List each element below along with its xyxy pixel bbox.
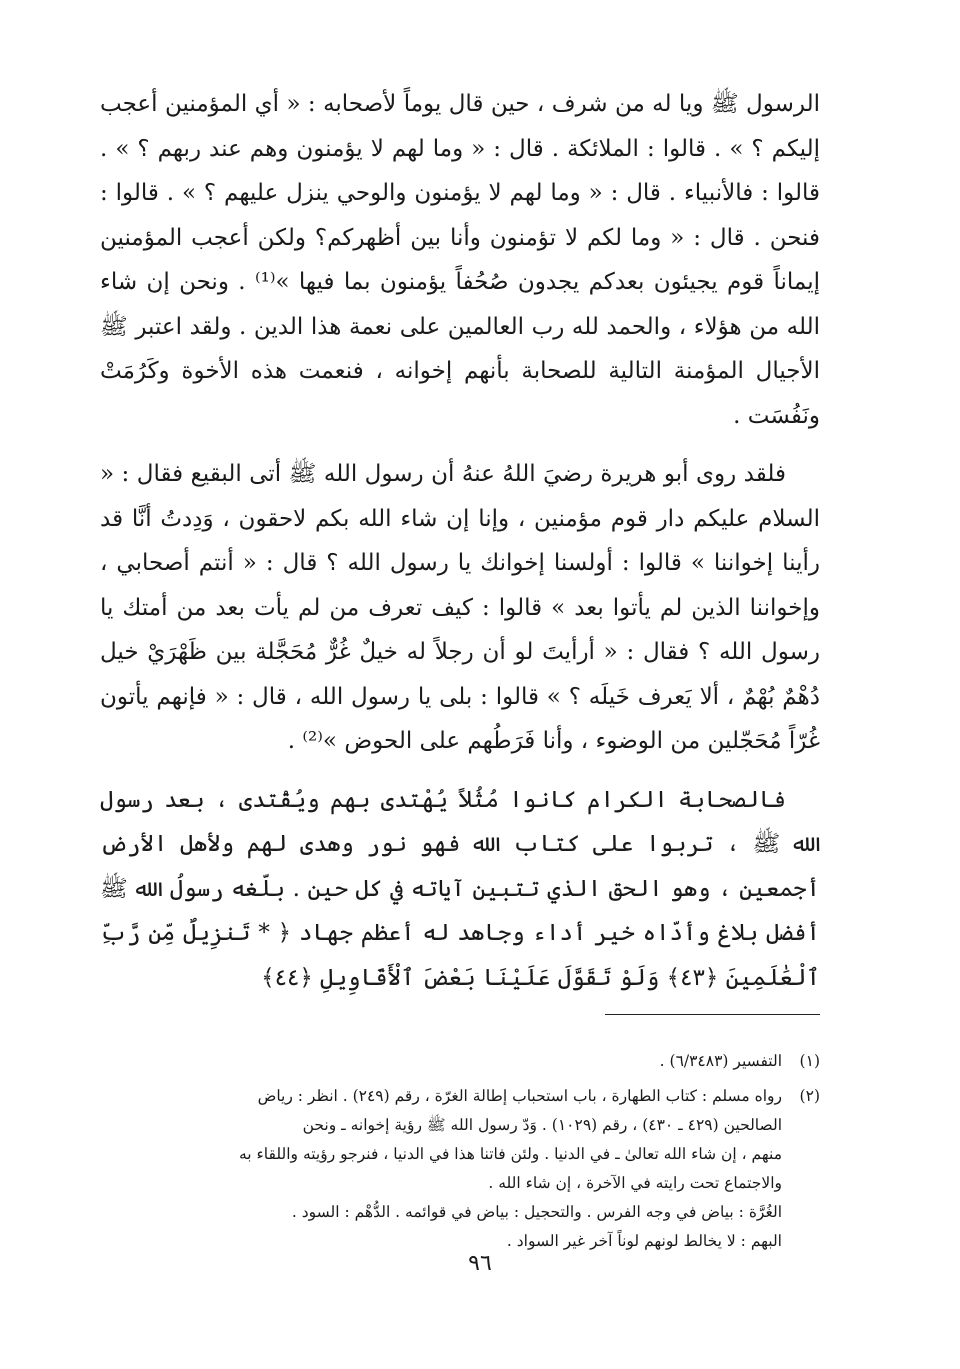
footnote-number: (١) bbox=[799, 1052, 820, 1070]
footnote-divider bbox=[605, 1014, 820, 1015]
footnote-line: رواه مسلم : كتاب الطهارة ، باب استحباب إطالة الغرّة ، رقم (٢٤٩) . انظر : رياض bbox=[257, 1087, 782, 1105]
footnote-line: الغُرَّة : بياض في وجه الفرس . والتحجيل : بياض في قوائمه . الدُّهْم : السود . bbox=[291, 1203, 782, 1221]
footnote-line: منهم ، إن شاء الله تعالىٰ ـ في الدنيا . ولئن فاتنا هذا في الدنيا ، فنرجو رؤيته واللقاء به bbox=[238, 1145, 782, 1163]
footnote-text bbox=[100, 1047, 782, 1076]
footnote-1 bbox=[100, 1047, 820, 1076]
paragraph-2: فلقد روى أبو هريرة رضيَ اللهُ عنهُ أن رسول الله ﷺ أتى البقيع فقال : « السلام عليكم دار قوم مؤمنين ، وإنا إن شاء الله بكم لاحقون ، وَدِدتُ أنَّا قد رأينا إخواننا » قالوا : أولسنا إخوانك يا رسول الله ؟ قال : « أنتم أصحابي ، وإخواننا الذين لم يأتوا بعد » قالوا : كيف تعرف من لم يأت بعد من أمتك يا رسول الله ؟ فقال : « أرأيتَ لو أن رجلاً له خيلٌ غُرٌّ مُحَجَّلة بين ظَهْرَيْ خيل دُهْمٌ بُهْمٌ ، ألا يَعرف خَيلَه ؟ » قالوا : بلى يا رسول الله ، قال : « فإنهم يأتون غُرّاً مُحَجّلين من الوضوء ، وأنا فَرَطُهم على الحوض »⁽²⁾ . bbox=[100, 461, 820, 754]
book-page bbox=[100, 82, 820, 1262]
footnote-line: البهم : لا يخالط لونهم لوناً آخر غير السواد . bbox=[506, 1232, 782, 1250]
main-text bbox=[100, 82, 820, 1000]
paragraph-1: الرسول ﷺ ويا له من شرف ، حين قال يوماً لأصحابه : « أي المؤمنين أعجب إليكم ؟ » . قالوا : الملائكة . قال : « وما لهم لا يؤمنون وهم عند ربهم ؟ » . قالوا : فالأنبياء . قال : « وما لهم لا يؤمنون والوحي ينزل عليهم ؟ » . قالوا : فنحن . قال : « وما لكم لا تؤمنون وأنا بين أظهركم؟ ولكن أعجب المؤمنين إيماناً قوم يجيئون بعدكم يجدون صُحُفاً يؤمنون بما فيها »⁽¹⁾ . ونحن إن شاء الله من هؤلاء ، والحمد لله رب العالمين على نعمة هذا الدين . ولقد اعتبر ﷺ الأجيال المؤمنة التالية للصحابة بأنهم إخوانه ، فنعمت هذه الأخوة وكَرُمَتْ ونَفُسَت . bbox=[100, 91, 820, 429]
footnote-line: الصالحين (٤٢٩ ـ ٤٣٠) ، رقم (١٠٢٩) . وَدّ رسول الله ﷺ رؤية إخوانه ـ ونحن bbox=[302, 1116, 782, 1134]
footnote-2 bbox=[100, 1082, 820, 1256]
footnotes bbox=[100, 1047, 820, 1256]
footnote-line: التفسير (٦/٣٤٨٣) . bbox=[659, 1052, 782, 1070]
paragraph-3: فالصحابة الكرام كانوا مُثُلاً يُهْتدى بهم ويُقْتدى ، بعد رسول الله ﷺ ، تربوا على كتاب الله فهو نور وهدى لهم ولأهل الأرض أجمعين ، وهو الحق الذي تتبين آياته في كل حين . بلّغه رسولُ الله ﷺ أفضل بلاغ وأدّاه خير أداء وجاهد له أعظم جهاد ﴿ * تَنزِيلٌ مِّن رَّبِّ ٱلْعَٰلَمِينَ ﴿٤٣﴾ وَلَوْ تَقَوَّلَ عَلَيْنَا بَعْضَ ٱلْأَقَاوِيلِ ﴿٤٤﴾ bbox=[100, 786, 820, 991]
footnote-number: (٢) bbox=[799, 1087, 820, 1105]
footnote-line: والاجتماع تحت رايته في الآخرة ، إن شاء الله . bbox=[488, 1174, 782, 1192]
footnote-text bbox=[100, 1082, 782, 1256]
page-number: ٩٦ bbox=[468, 1251, 492, 1276]
